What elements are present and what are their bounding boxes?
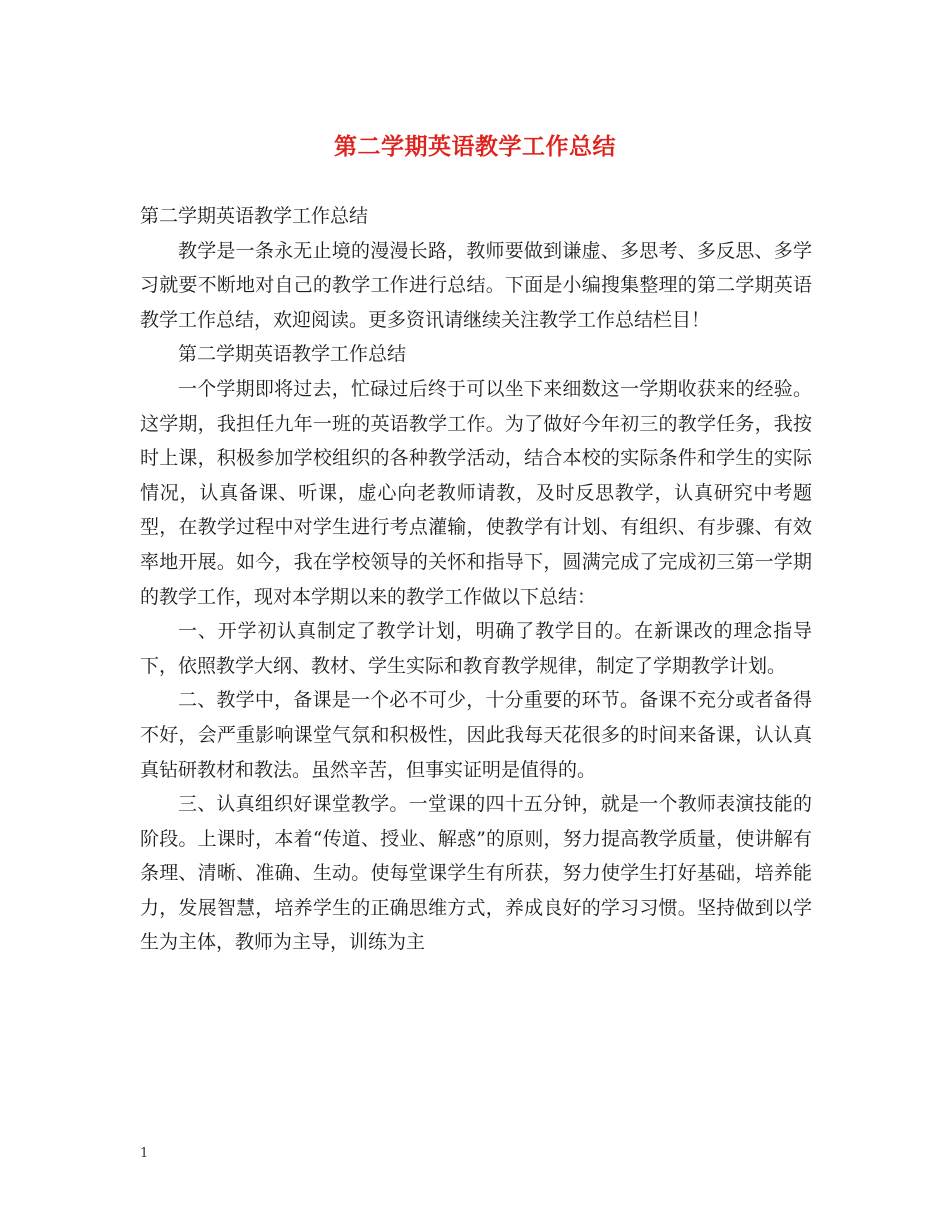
document-title: 第二学期英语教学工作总结 — [334, 134, 616, 160]
paragraph-overview: 一个学期即将过去，忙碌过后终于可以坐下来细数这一学期收获来的经验。这学期，我担任九年一班的英语教学工作。为了做好今年初三的教学任务，我按时上课，积极参加学校组织的各种教学活动，结合本校的实际条件和学生的实际情况，认真备课、听课，虚心向老教师请教，及时反思教学，认真研究中考题型，在教学过程中对学生进行考点灌输，使教学有计划、有组织、有步骤、有效率地开展。如今，我在学校领导的关怀和指导下，圆满完成了完成初三第一学期的教学工作，现对本学期以来的教学工作做以下总结： — [140, 377, 812, 608]
page-number: 1 — [140, 1146, 149, 1161]
paragraph-point-one: 一、开学初认真制定了教学计划，明确了教学目的。在新课改的理念指导下，依照教学大纲、教材、学生实际和教育教学规律，制定了学期教学计划。 — [140, 620, 812, 677]
paragraph-heading: 第二学期英语教学工作总结 — [178, 343, 407, 366]
document-body — [140, 199, 812, 960]
paragraph-intro: 教学是一条永无止境的漫漫长路，教师要做到谦虚、多思考、多反思、多学习就要不断地对自己的教学工作进行总结。下面是小编搜集整理的第二学期英语教学工作总结，欢迎阅读。更多资讯请继续关注教学工作总结栏目！ — [140, 239, 812, 331]
paragraph-point-three: 三、认真组织好课堂教学。一堂课的四十五分钟，就是一个教师表演技能的阶段。上课时，本着“传道、授业、解惑”的原则，努力提高教学质量，使讲解有条理、清晰、准确、生动。使每堂课学生有所获，努力使学生打好基础，培养能力，发展智慧，培养学生的正确思维方式，养成良好的学习习惯。坚持做到以学生为主体，教师为主导，训练为主 — [140, 793, 812, 954]
paragraph-point-two: 二、教学中，备课是一个必不可少，十分重要的环节。备课不充分或者备得不好，会严重影响课堂气氛和积极性，因此我每天花很多的时间来备课，认认真真钻研教材和教法。虽然辛苦，但事实证明是值得的。 — [140, 689, 812, 781]
paragraph-subtitle: 第二学期英语教学工作总结 — [140, 205, 369, 227]
